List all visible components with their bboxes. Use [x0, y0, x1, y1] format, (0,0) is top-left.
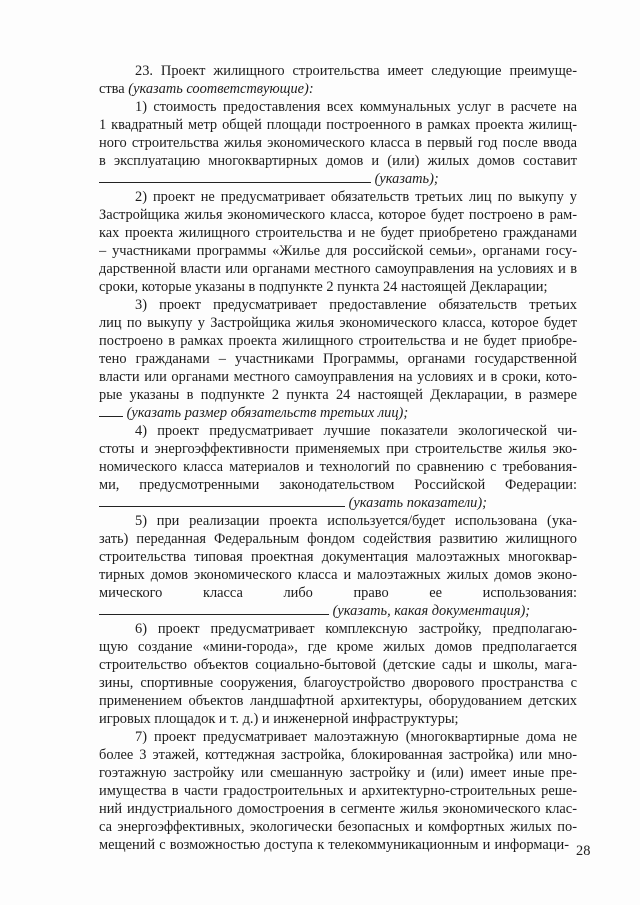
text-line: номического класса материалов и технологий по сравнению с требования-	[99, 459, 577, 475]
text-line: 23. Проект жилищного строительства имеет следующие преимуще-	[135, 63, 577, 79]
blank-field	[99, 602, 329, 615]
blank-field	[99, 170, 371, 183]
text-line: лиц по выкупу у Застройщика жилья экономического класса, которое будет	[99, 315, 577, 331]
text-line: 7) проект предусматривает малоэтажную (многоквартирные дома не	[135, 729, 577, 745]
text-line: зины, спортивные сооружения, благоустройство дворового пространства с	[99, 675, 577, 691]
text-line: (указать, какая документация);	[99, 602, 577, 620]
page-number: 28	[576, 843, 591, 859]
text-line: 4) проект предусматривает лучшие показатели экологической чи-	[135, 423, 577, 439]
text-line: более 3 этажей, коттеджная застройка, блокированная застройка) или мно-	[99, 747, 577, 763]
text-line: 5) при реализации проекта используется/будет использована (ука-	[135, 513, 577, 529]
text-line: ства (указать соответствующие):	[99, 81, 314, 97]
text-line: зать) переданная Федеральным фондом содействия развитию жилищного	[99, 531, 577, 547]
text-line: (указать показатели);	[99, 494, 577, 512]
text-line: 1) стоимость предоставления всех коммунальных услуг в расчете на	[135, 99, 577, 115]
text-line: рые указаны в подпункте 2 пункта 24 настоящей Декларации, в размере	[99, 387, 577, 403]
text-line: применением объектов ландшафтной архитектуры, оборудованием детских	[99, 693, 577, 709]
text-line: мещений с возможностью доступа к телекоммуникационным и информаци-	[99, 837, 569, 853]
text-line: щую создание «мини-города», где кроме жилых домов предполагается	[99, 639, 577, 655]
text-line: власти или органами местного самоуправления на условиях и в сроки, кото-	[99, 369, 577, 385]
text-line: построено в рамках проекта жилищного строительства и не будет приобре-	[99, 333, 577, 349]
text-line: Застройщика жилья экономического класса, которое будет построено в рам-	[99, 207, 577, 223]
text-line: 1 квадратный метр общей площади построенного в рамках проекта жилищ-	[99, 117, 577, 133]
blank-field	[99, 404, 123, 417]
text-line: имущества в части градостроительных и архитектурно-строительных реше-	[99, 783, 577, 799]
text-line: 2) проект не предусматривает обязательств третьих лиц по выкупу у	[135, 189, 577, 205]
text-line: са энергоэффективных, экологически безопасных и комфортных жилых по-	[99, 819, 577, 835]
text-line: сроки, которые указаны в подпункте 2 пункта 24 настоящей Декларации;	[99, 279, 548, 295]
text-line: ного строительства жилья экономического класса в первый год после ввода	[99, 135, 577, 151]
text-line: мического класса либо право ее использования:	[99, 585, 577, 601]
text-line: 3) проект предусматривает предоставление обязательств третьих	[135, 297, 577, 313]
text-line: стоты и энергоэффективности применяемых при строительстве жилья эко-	[99, 441, 577, 457]
text-line: строительство объектов социально-бытовой (детские сады и школы, мага-	[99, 657, 577, 673]
text-line: (указать);	[99, 170, 577, 188]
text-line: гоэтажную застройку или смешанную застройку и (или) имеет иные пре-	[99, 765, 577, 781]
text-line: – участниками программы «Жилье для российской семьи», органами госу-	[99, 243, 577, 259]
text-line: ках проекта жилищного строительства и не будет приобретено гражданами	[99, 225, 577, 241]
text-line: в эксплуатацию многоквартирных домов и (или) жилых домов составит	[99, 153, 577, 169]
text-line: (указать размер обязательств третьих лиц);	[99, 404, 577, 422]
text-line: 6) проект предусматривает комплексную застройку, предполагаю-	[135, 621, 577, 637]
text-line: игровых площадок и т. д.) и инженерной инфраструктуры;	[99, 711, 459, 727]
text-line: строительства типовая проектная документация малоэтажных многоквар-	[99, 549, 577, 565]
text-line: ми, предусмотренными законодательством Российской Федерации:	[99, 477, 577, 493]
text-line: ний индустриального домостроения в сегменте жилья экономического клас-	[99, 801, 577, 817]
text-line: дарственной власти или органами местного самоуправления на условиях и в	[99, 261, 577, 277]
text-line: тено гражданами – участниками Программы, органами государственной	[99, 351, 577, 367]
text-line: тирных домов экономического класса и малоэтажных жилых домов эконо-	[99, 567, 577, 583]
blank-field	[99, 494, 345, 507]
